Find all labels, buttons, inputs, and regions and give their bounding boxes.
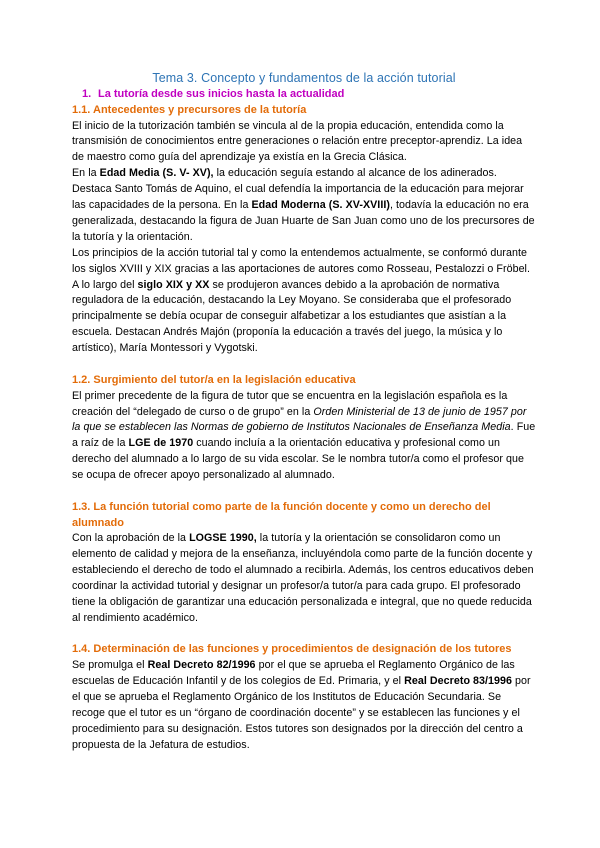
paragraph: El primer precedente de la figura de tutor que se encuentra en la legislación española es la creación del “delegado de curso o de grupo” en la Orden Ministerial de 13 de junio de 1957 por la que se establecen las Normas de gobierno de Institutos Nacionales de Enseñanza Media. Fue a raíz de la LGE de 1970 cuando incluía a la orientación educativa y profesional como un derecho del alumnado a lo largo de su vida escolar. Se le nombra tutor/a como el profesor que se ocupa de ofrecer apoyo personalizado al alumnado. [72,389,536,482]
heading-antecedentes: 1.1. Antecedentes y precursores de la tutoría [72,104,307,116]
section-number: 1. [82,88,92,100]
section-title [82,87,536,102]
paragraph: El inicio de la tutorización también se vincula al de la propia educación, entendida como la transmisión de conocimientos entre generaciones o relación entre preceptor-aprendiz. La idea de maestro como guía del aprendizaje ya existía en la Grecia Clásica. [72,119,523,164]
heading-determinacion: 1.4. Determinación de las funciones y procedimientos de designación de los tutores [72,643,512,656]
paragraph: A lo largo del siglo XIX y XX se produjeron avances debido a la aprobación de normativa reguladora de la educación, destacando la Ley Moyano. Se consideraba que el profesorado principalmente se debía ocupar de conseguir alfabetizar a los estudiantes que asistían a la escuela. Destacan Andrés Majón (proponía la educación a través del juego, la música y lo artístico), María Montessori y Vygotski. [72,278,512,355]
heading-surgimiento: 1.2. Surgimiento del tutor/a en la legislación educativa [72,374,356,387]
paragraph: Se promulga el Real Decreto 82/1996 por el que se aprueba el Reglamento Orgánico de las escuelas de Educación Infantil y de los colegios de Ed. Primaria, y el Real Decreto 83/1996 por el que se aprueba el Reglamento Orgánico de los Institutos de Educación Secundaria. Se recoge que el tutor es un “órgano de coordinación docente” y se establecen las funciones y el procedimiento para su designación. Estos tutores son designados por la dirección del centro a propuesta de la Jefatura de estudios. [72,658,531,751]
paragraph: Con la aprobación de la LOGSE 1990, la tutoría y la orientación se consolidaron como un elemento de calidad y mejora de la enseñanza, incluyéndola como parte de la función docente y estableciendo el derecho de todo el alumnado a recibirla. Además, los centros educativos deben coordinar la actividad tutorial y designar un profesor/a tutor/a para cada grupo. El profesorado tiene la obligación de garantizar una educación personalizada e integral, que no quede reducida al rendimiento académico. [72,532,534,624]
section-title-text: La tutoría desde sus inicios hasta la actualidad [98,88,345,100]
paragraph: En la Edad Media (S. V- XV), la educación seguía estando al alcance de los adinerados. Destaca Santo Tomás de Aquino, el cual defendía la importancia de la educación para mejorar las capacidades de la persona. En la Edad Moderna (S. XV-XVIII), todavía la educación no era generalizada, destacando la figura de Juan Huarte de San Juan como uno de los precursores de la tutoría y la orientación. [72,167,535,243]
paragraph: Los principios de la acción tutorial tal y como la entendemos actualmente, se conformó durante los siglos XVIII y XIX gracias a las aportaciones de autores como Rosseau, Pestalozzi o Fröbel. [72,246,531,275]
page-title: Tema 3. Concepto y fundamentos de la acción tutorial [152,71,456,85]
heading-funcion-tutorial: 1.3. La función tutorial como parte de la función docente y como un derecho del alumnado [72,501,491,529]
